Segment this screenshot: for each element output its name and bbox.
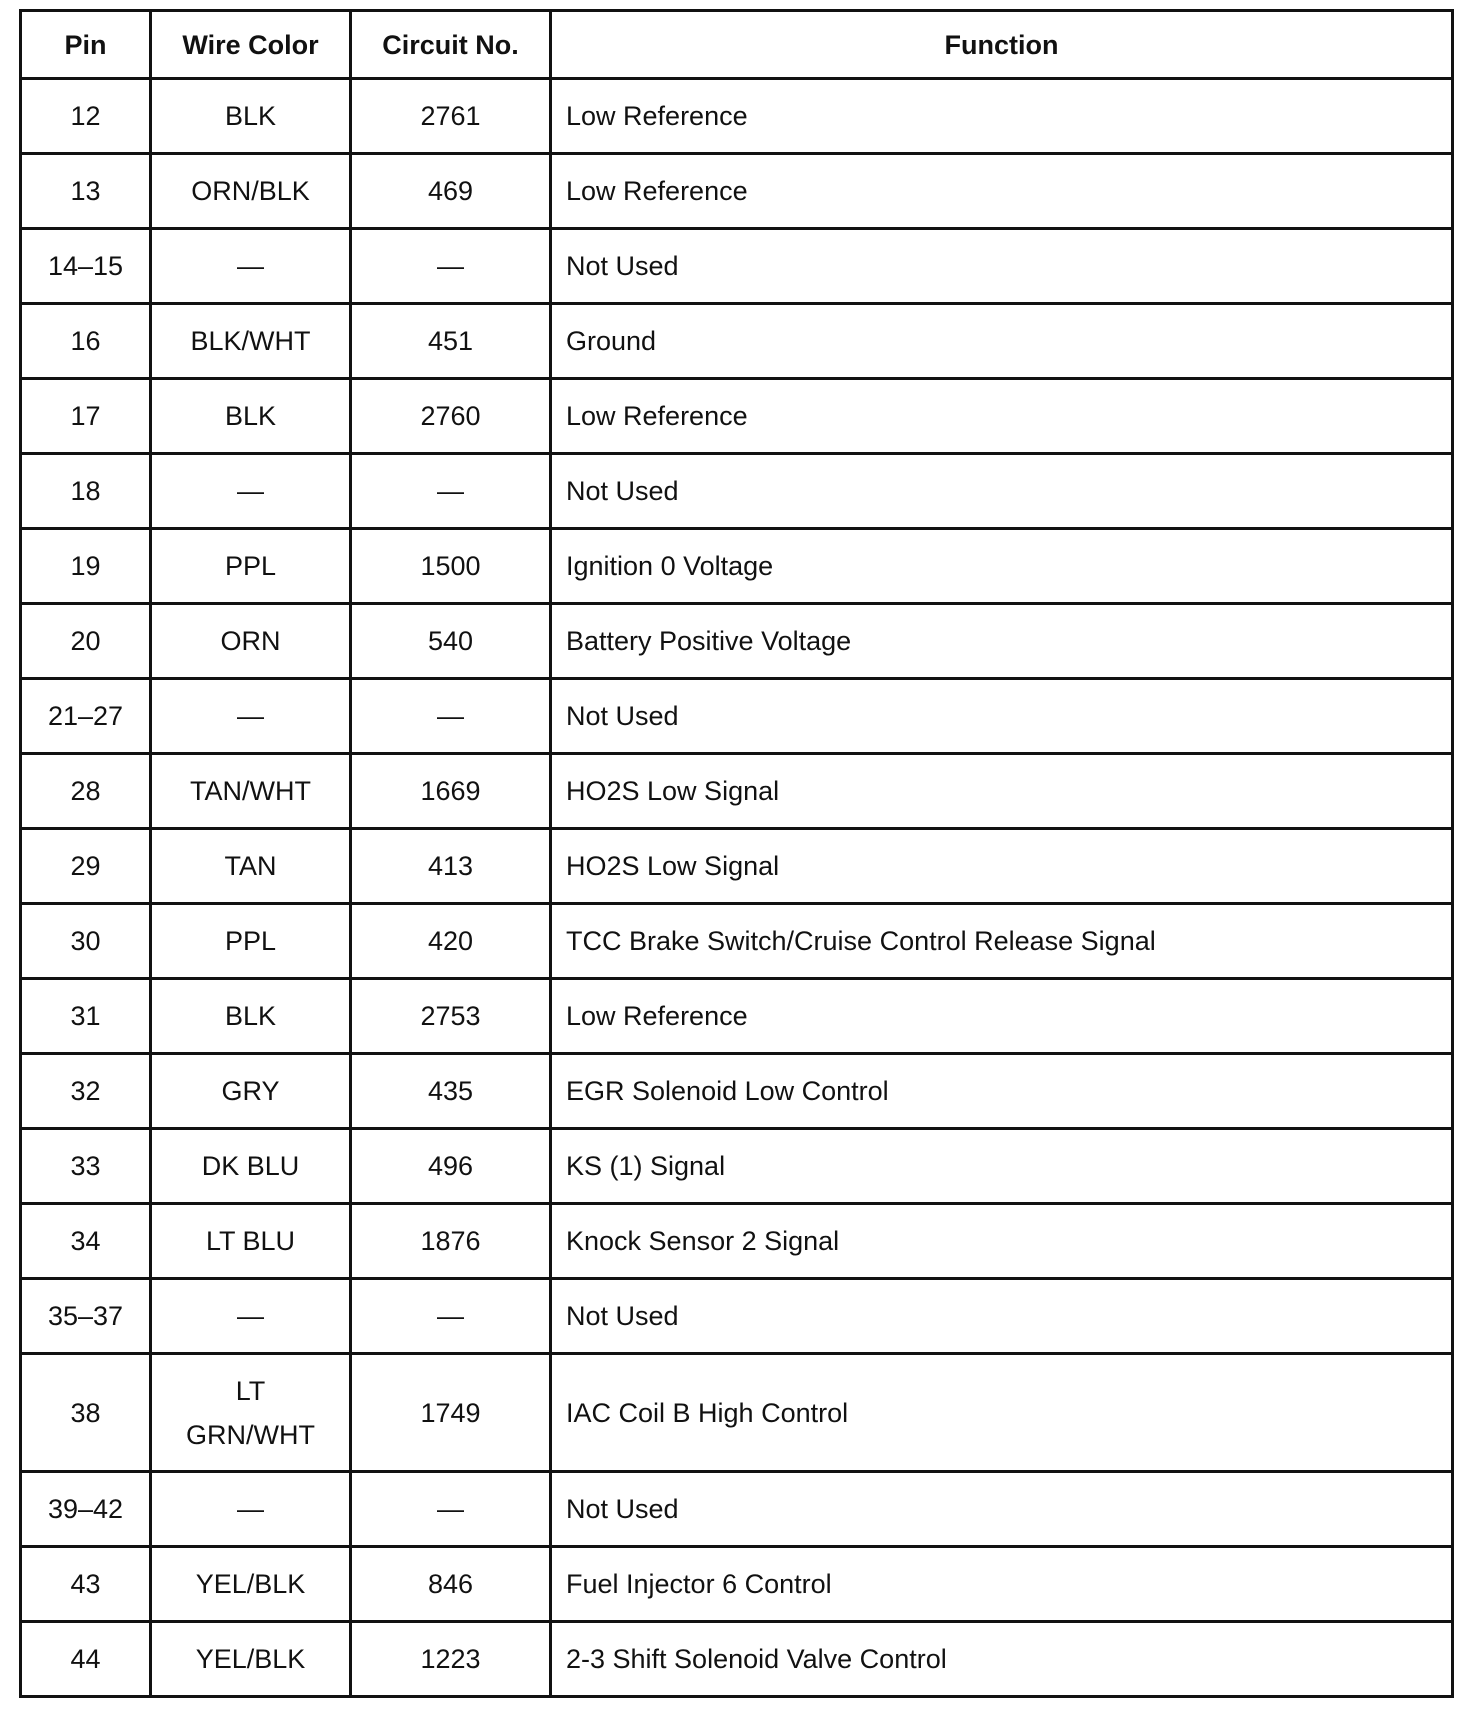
table-row [21,679,1453,754]
wire-color-cell: TAN/WHT [151,754,351,829]
table-row [21,304,1453,379]
function-cell: 2-3 Shift Solenoid Valve Control [551,1622,1453,1697]
circuit-cell: 1223 [351,1622,551,1697]
wire-color-cell: BLK/WHT [151,304,351,379]
function-cell: Low Reference [551,979,1453,1054]
table-row [21,379,1453,454]
function-cell: Not Used [551,679,1453,754]
function-cell: Not Used [551,1472,1453,1547]
pin-cell: 32 [21,1054,151,1129]
circuit-cell: 496 [351,1129,551,1204]
wire-color-cell: YEL/BLK [151,1622,351,1697]
pin-cell: 19 [21,529,151,604]
pin-cell: 17 [21,379,151,454]
function-cell: Low Reference [551,379,1453,454]
pin-cell: 12 [21,79,151,154]
wire-color-cell: LT BLU [151,1204,351,1279]
header-wire-color: Wire Color [151,11,351,79]
function-cell: HO2S Low Signal [551,754,1453,829]
pin-cell: 14–15 [21,229,151,304]
table-row [21,979,1453,1054]
wire-color-cell: TAN [151,829,351,904]
wire-color-cell: PPL [151,904,351,979]
wire-color-cell: — [151,454,351,529]
circuit-cell: 540 [351,604,551,679]
circuit-cell: 413 [351,829,551,904]
circuit-cell: 2753 [351,979,551,1054]
function-cell: Fuel Injector 6 Control [551,1547,1453,1622]
wire-color-cell: — [151,1279,351,1354]
circuit-cell: 1749 [351,1354,551,1472]
table-header-row [21,11,1453,79]
wire-color-cell: YEL/BLK [151,1547,351,1622]
table-row [21,754,1453,829]
pin-cell: 43 [21,1547,151,1622]
function-cell: KS (1) Signal [551,1129,1453,1204]
table-row [21,1622,1453,1697]
wire-color-cell: BLK [151,379,351,454]
wire-color-cell: ORN/BLK [151,154,351,229]
circuit-cell: 1876 [351,1204,551,1279]
table-row [21,1204,1453,1279]
header-pin: Pin [21,11,151,79]
header-circuit-no: Circuit No. [351,11,551,79]
wire-color-cell: DK BLU [151,1129,351,1204]
pin-cell: 39–42 [21,1472,151,1547]
pin-cell: 30 [21,904,151,979]
table-row [21,604,1453,679]
wire-color-cell: PPL [151,529,351,604]
circuit-cell: 451 [351,304,551,379]
function-cell: EGR Solenoid Low Control [551,1054,1453,1129]
function-cell: Ignition 0 Voltage [551,529,1453,604]
pin-cell: 18 [21,454,151,529]
circuit-cell: — [351,679,551,754]
function-cell: TCC Brake Switch/Cruise Control Release Signal [551,904,1453,979]
table-row [21,154,1453,229]
function-cell: Battery Positive Voltage [551,604,1453,679]
table-row [21,454,1453,529]
pin-connector-table [19,9,1454,1698]
header-function: Function [551,11,1453,79]
pin-cell: 31 [21,979,151,1054]
pin-cell: 33 [21,1129,151,1204]
function-cell: HO2S Low Signal [551,829,1453,904]
pin-cell: 34 [21,1204,151,1279]
wire-color-cell: BLK [151,979,351,1054]
circuit-cell: 2760 [351,379,551,454]
circuit-cell: 1500 [351,529,551,604]
function-cell: Not Used [551,229,1453,304]
circuit-cell: — [351,229,551,304]
function-cell: Low Reference [551,154,1453,229]
wire-color-cell: — [151,229,351,304]
pin-cell: 44 [21,1622,151,1697]
wire-color-cell: ORN [151,604,351,679]
table-row [21,1472,1453,1547]
pin-cell: 35–37 [21,1279,151,1354]
pin-cell: 20 [21,604,151,679]
function-cell: Low Reference [551,79,1453,154]
circuit-cell: — [351,454,551,529]
circuit-cell: 420 [351,904,551,979]
function-cell: Not Used [551,454,1453,529]
circuit-cell: — [351,1472,551,1547]
circuit-cell: 1669 [351,754,551,829]
table-row [21,829,1453,904]
wire-color-cell: — [151,679,351,754]
circuit-cell: 435 [351,1054,551,1129]
function-cell: IAC Coil B High Control [551,1354,1453,1472]
table-row [21,1279,1453,1354]
pin-cell: 21–27 [21,679,151,754]
circuit-cell: 469 [351,154,551,229]
pin-cell: 29 [21,829,151,904]
wire-color-line: GRN/WHT [186,1419,315,1450]
pin-cell: 38 [21,1354,151,1472]
wire-color-cell: BLK [151,79,351,154]
pin-cell: 13 [21,154,151,229]
table-row [21,229,1453,304]
table-row [21,1547,1453,1622]
circuit-cell: — [351,1279,551,1354]
wire-color-line: LT [235,1375,266,1406]
wire-color-cell [151,1354,351,1472]
pin-cell: 28 [21,754,151,829]
wire-color-cell: GRY [151,1054,351,1129]
table-row [21,904,1453,979]
wire-color-cell: — [151,1472,351,1547]
function-cell: Ground [551,304,1453,379]
circuit-cell: 2761 [351,79,551,154]
circuit-cell: 846 [351,1547,551,1622]
table-row [21,1354,1453,1472]
pin-cell: 16 [21,304,151,379]
function-cell: Not Used [551,1279,1453,1354]
function-cell: Knock Sensor 2 Signal [551,1204,1453,1279]
table-row [21,1054,1453,1129]
table-row [21,529,1453,604]
table-row [21,1129,1453,1204]
table-row [21,79,1453,154]
